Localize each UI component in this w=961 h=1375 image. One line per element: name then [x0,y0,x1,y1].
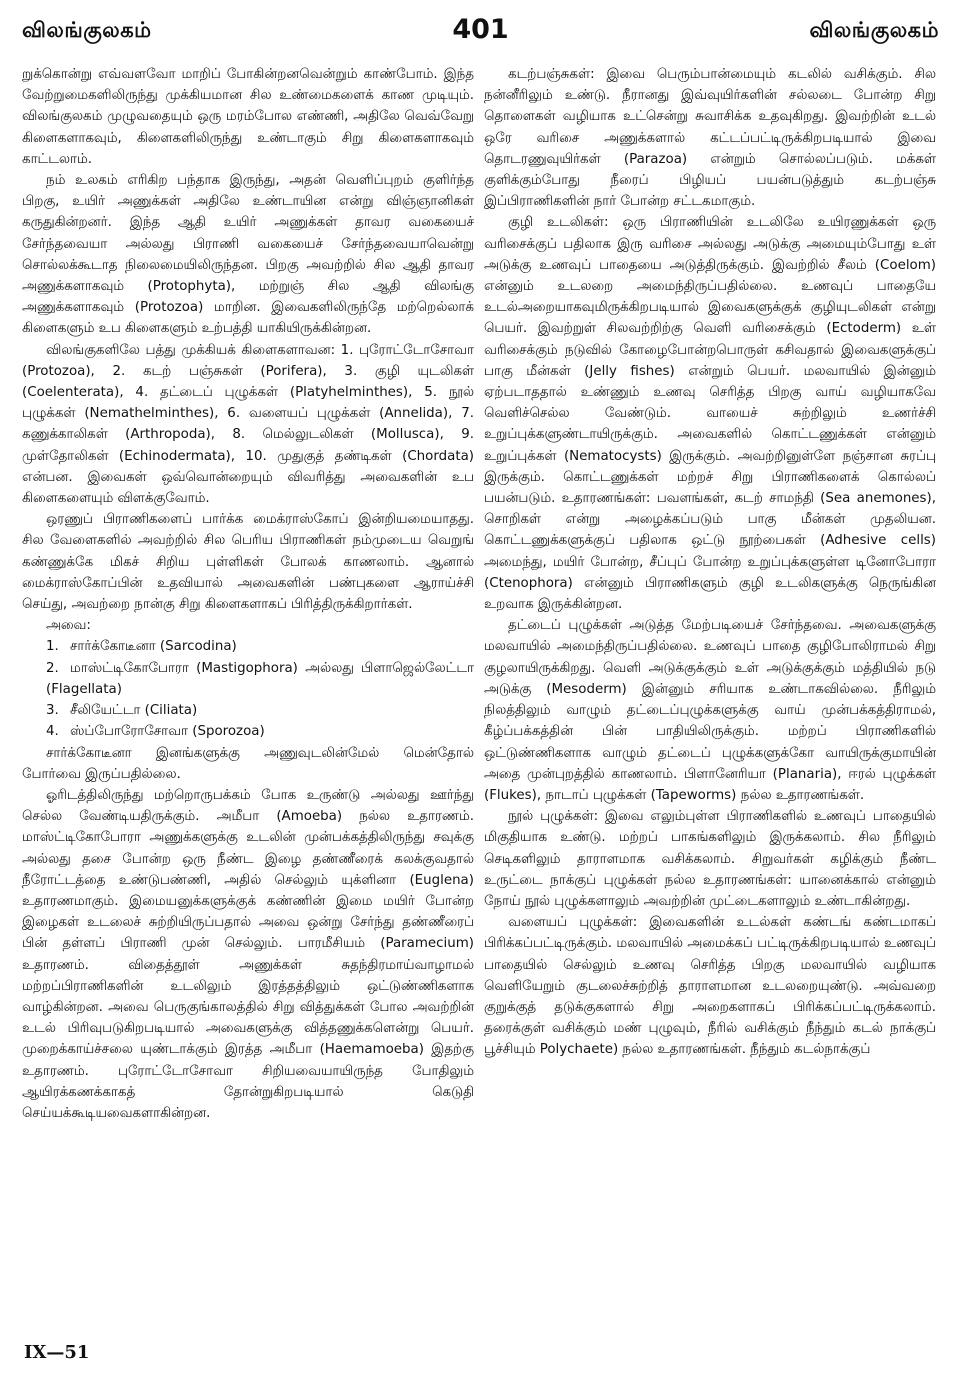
page-header [22,14,939,54]
paragraph: சார்க்கோடீனா இனங்களுக்கு அணுவுடலின்மேல் மென்தோல் போர்வை இருப்பதில்லை. [22,745,474,782]
list-item-number: 4. [46,724,59,740]
list-item [46,700,474,721]
paragraph: ஓரிடத்திலிருந்து மற்றொருபக்கம் போக உருண்டு அல்லது ஊர்ந்து செல்ல வேண்டியதிருக்கும். அமீபா (Amoeba) நல்ல உதாரணம். மாஸ்ட்டிகோபோரா அணுக்களுக்கு உடலின் முன்பக்கத்திலிருந்து சவுக்கு அல்லது தசை போன்ற ஒரு நீண்ட இழை தண்ணீரைக் கலக்குவதால் நீரோட்டத்தை உண்டுபண்ணி, அதில் செல்லும் யுக்ளினா (Euglena) உதாரணமாகும். இமையனுக்களுக்குக் கண்ணின் இமை மயிர் போன்ற இழைகள் உடலைச் சுற்றியிருப்பதால் அவை ஒன்று சேர்ந்து தண்ணீரைப் பின் தள்ளப் பிராணி முன் செல்லும். பாரமீசியம் (Paramecium) உதாரணம். விதைத்தூள் அணுக்கள் சுதந்திரமாய்வாழாமல் மற்றப்பிராணிகளின் உடலிலும் இரத்தத்திலும் ஒட்டுண்ணிகளாக வாழ்கின்றன. அவை பெருகுங்காலத்தில் சிறு வித்துக்கள் போல அவற்றின் உடல் பிரிவுபடுகிறபடியால் அவைகளுக்கு வித்தணுக்களென்று பெயர். முறைக்காய்ச்சலை யுண்டாக்கும் இரத்த அமீபா (Haemamoeba) இதற்கு உதாரணம். புரோட்டோசோவா சிறியவையாயிருந்த போதிலும் ஆயிரக்கணக்காகத் தோன்றுகிறபடியால் கெடுதி செய்யக்கூடியவைகளாகின்றன. [22,787,474,1121]
list-item-text: ஸ்ப்போரோசோவா (Sporozoa) [70,724,265,740]
paragraph: நூல் புழுக்கள்: இவை எலும்புள்ள பிராணிகளில் உணவுப் பாதையில் மிகுதியாக உண்டு. மற்றப் பாகங்களிலும் இருக்கலாம். சில நீரிலும் செடிகளிலும் தாராளமாக வசிக்கலாம். சிறுவர்கள் கழிக்கும் நீண்ட உருட்டை நாக்குப் புழுக்கள் நல்ல உதாரணங்கள்: யானைக்கால் என்னும் நோய் நூல் புழுக்களாலும் அவற்றின் முட்டைகளாலும் உண்டாகின்றது. [484,809,936,909]
list-item-number: 3. [46,703,59,719]
list-item-text: மாஸ்ட்டிகோபோரா (Mastigophora) அல்லது பிளாஜெல்லேட்டா (Flagellata) [46,660,474,697]
paragraph: தட்டைப் புழுக்கள் அடுத்த மேற்படியைச் சேர்ந்தவை. அவைகளுக்கு மலவாயில் அமைந்திருப்பதில்லை. உணவுப் பாதை குழிபோலிராமல் சிறு குழலாயிருக்கிறது. வெளி அடுக்குக்கும் உள் அடுக்குக்கும் மத்தியில் நடு அடுக்கு (Mesoderm) இன்னும் சரியாக உண்டாகவில்லை. நீரிலும் நிலத்திலும் வாழும் தட்டைப்புழுக்களுக்கு வாய் முன்பக்கத்திராமல், கீழ்ப்பக்கத்தின் பின் பாதியிலிருக்கும். மற்றப் பிராணிகளில் ஒட்டுண்ணிகளாக வாழும் தட்டைப் புழுக்களுக்கோ வாயிருக்குமாயின் அதை முன்புறத்தில் காணலாம். பிளானேரியா (Planaria), ஈரல் புழுக்கள் (Flukes), நாடாப் புழுக்கள் (Tapeworms) நல்ல உதாரணங்கள். [484,618,936,803]
paragraph: கடற்பஞ்சுகள்: இவை பெரும்பான்மையும் கடலில் வசிக்கும். சில நன்னீரிலும் உண்டு. நீரானது இவ்வுயிர்களின் சல்லடை போன்ற சிறு தொளைகள் வழியாக உட்சென்று சுவாசிக்க உதவுகிறது. இவற்றின் உடல் ஒரே வரிசை அணுக்களால் கட்டப்பட்டிருக்கிறபடியால் இவை தொடரணுவுயிர்கள் (Parazoa) என்றும் சொல்லப்படும். மக்கள் குளிக்கும்போது நீரைப் பிழியப் பயன்படுத்தும் கடற்பஞ்சு இப்பிராணிகளின் நார் போன்ற சட்டகமாகும். [484,67,936,210]
paragraph: வளையப் புழுக்கள்: இவைகளின் உடல்கள் கண்டங் கண்டமாகப் பிரிக்கப்பட்டிருக்கும். மலவாயில் அமைக்கப் பட்டிருக்கிறபடியால் உணவுப் பாதையில் செல்லும் உணவு செரித்த பிறகு மலவாயில் வழியாக வெளியேறும் குடலைச்சுற்றித் தாராளமான உடலறையுண்டு. அவ்வறை குறுக்குத் தடுக்குகளால் சிறு அறைகளாகப் பிரிக்கப்பட்டிருக்கலாம். தரைக்குள் வசிக்கும் மண் புழுவும், நீரில் வசிக்கும் நீந்தும் கடல் நாக்குப் பூச்சியும் Polychaete) நல்ல உதாரணங்கள். நீந்தும் கடல்நாக்குப் [484,915,936,1058]
left-column [22,64,474,1349]
list-item [46,658,474,700]
paragraph: விலங்குகளிலே பத்து முக்கியக் கிளைகளாவன: 1. புரோட்டோசோவா (Protozoa), 2. கடற் பஞ்சுகள் (Porifera), 3. குழி யுடலிகள் (Coelenterata), 4. தட்டைப் புழுக்கள் (Platyhelminthes), 5. நூல் புழுக்கள் (Nemathelminthes), 6. வளையப் புழுக்கள் (Annelida), 7. கணுக்காலிகள் (Arthropoda), 8. மெல்லுடலிகள் (Mollusca), 9. முள்தோலிகள் (Echinodermata), 10. முதுகுத் தண்டிகள் (Chordata) என்பன. இவைகள் ஒவ்வொன்றையும் விவரித்து அவைகளின் உப கிளைகளையும் விளக்குவோம். [22,342,474,507]
page-number: 401 [452,14,509,45]
list-item [46,636,474,657]
right-column [484,64,936,1349]
list-intro: அவை: [46,618,91,634]
signature-mark: IX—51 [24,1342,90,1363]
list-item-text: சீலியேட்டா (Ciliata) [70,703,198,719]
paragraph: குழி உடலிகள்: ஒரு பிராணியின் உடலிலே உயிரணுக்கள் ஒரு வரிசைக்குப் பதிலாக இரு வரிசை அல்லது அடுக்கு அமையும்போது உள் அடுக்கு உணவுப் பாதையை அடுத்திருக்கும். இவற்றில் சீலம் (Coelom) என்னும் உடலறை அமைந்திருப்பதில்லை. உணவுப் பாதையே உடல்அறையாகவுமிருக்கிறபடியால் இவைகளுக்குக் குழியுடலிகள் என்று பெயர். இவற்றுள் சிலவற்றிற்கு வெளி வரிசைக்கும் (Ectoderm) உள் வரிசைக்கும் நடுவில் கோழைபோன்றபொருள் கசிவதால் இவைகளுக்குப் பாகு மீன்கள் (Jelly fishes) என்றும் பெயர். மலவாயில் இன்னும் ஏற்படாததால் உண்ணும் உணவு செரித்த பிறகு வாய் வழியாகவே வெளிச்செல்ல வேண்டும். வாயைச் சுற்றிலும் உணர்ச்சி உறுப்புக்களுண்டாயிருக்கும். அவைகளில் கொட்டணுக்கள் என்னும் உறுப்புக்கள் (Nematocysts) இருக்கும். அவற்றினுள்ளே நஞ்சான சுரப்பு இருக்கும். கொட்டணுக்கள் மற்றச் சிறு பிராணிகளைக் கொல்லப் பயன்படும். உதாரணங்கள்: பவளங்கள், கடற் சாமந்தி (Sea anemones), சொறிகள் என்று அழைக்கப்படும் பாகு மீன்கள் முதலியன. கொட்டணுக்களுக்குப் பதிலாக ஒட்டு நூற்பைகள் (Adhesive cells) அமைந்து, மயிர் போன்ற, சீப்புப் போன்ற உறுப்புக்களுள்ள டினோபோரா (Ctenophora) என்னும் பிராணிகளும் குழி உடலிகளுக்கு நெருங்கின உறவாக இருக்கின்றன. [484,215,936,613]
paragraph: றுக்கொன்று எவ்வளவோ மாறிப் போகின்றனவென்றும் காண்போம். இந்த வேற்றுமைகளிலிருந்து முக்கியமான சில உண்மைகளைக் காண முடியும். விலங்குலகம் முழுவதையும் ஒரு மரம்போல எண்ணி, அதிலே வெவ்வேறு கிளைகளாகவும், கிளைகளிலிருந்து உண்டாகும் சிறு கிளைகளாகவும் காட்டலாம். [22,67,474,167]
list-item-number: 1. [46,639,59,655]
paragraph: ஒரணுப் பிராணிகளைப் பார்க்க மைக்ராஸ்கோப் இன்றியமையாதது. சில வேளைகளில் அவற்றில் சில பெரிய பிராணிகள் நம்முடைய வெறுங் கண்ணுக்கே மிகச் சிறிய புள்ளிகள் போலக் காணலாம். ஆனால் மைக்ராஸ்கோப்பின் உதவியால் அவைகளின் பண்புகளை ஆராய்ச்சி செய்து, அவற்றை நான்கு சிறு கிளைகளாகப் பிரித்திருக்கிறார்கள். [22,512,474,613]
paragraph: நம் உலகம் எரிகிற பந்தாக இருந்து, அதன் வெளிப்புறம் குளிர்ந்த பிறகு, உயிர் அணுக்கள் அதிலே உண்டாயின என்று விஞ்ஞானிகள் கருதுகின்றனர். இந்த ஆதி உயிர் அணுக்கள் தாவர வகையைச் சேர்ந்தவையா அல்லது பிராணி வகையைச் சேர்ந்தவையாவென்று சொல்லக்கூடாத நிலைமையிலிருந்தன. பிறகு அவற்றில் சில ஆதி தாவர அணுக்களாகவும் (Protophyta), மற்றுஞ் சில ஆதி விலங்கு அணுக்களாகவும் (Protozoa) மாறின. இவைகளிலிருந்தே மற்றெல்லாக் கிளைகளும் உப கிளைகளும் உற்பத்தி யாகியிருக்கின்றன. [22,173,474,337]
running-head-right: விலங்குலகம் [809,18,939,42]
running-head-left: விலங்குலகம் [22,18,152,42]
list-item-text: சார்க்கோடீனா (Sarcodina) [70,639,237,655]
list-item [46,721,474,742]
list-item-number: 2. [46,660,59,676]
subclass-list [22,636,474,742]
